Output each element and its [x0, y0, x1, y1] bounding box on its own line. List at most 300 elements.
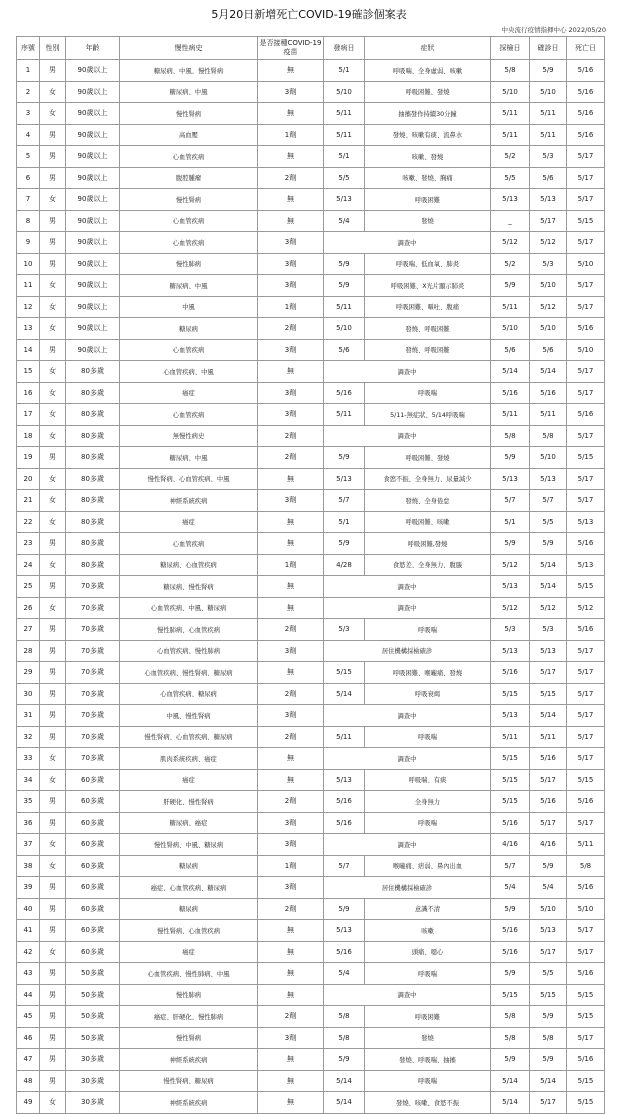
cell-vaccinated: 3劑 [258, 253, 324, 275]
cell-vaccinated: 無 [258, 361, 324, 383]
source-note: 中央流行疫情指揮中心 2022/05/20 [501, 26, 606, 34]
cell-death-date: 5/16 [567, 963, 605, 985]
cell-death-date: 5/15 [567, 1092, 605, 1114]
cell-number: 16 [17, 382, 40, 404]
cell-number: 29 [17, 662, 40, 684]
cell-sex: 男 [40, 726, 66, 748]
cell-sex: 女 [40, 855, 66, 877]
cell-sample-date: 5/16 [491, 382, 530, 404]
cell-age: 70多歲 [66, 748, 120, 770]
cell-chronic-disease: 心血管疾病 [120, 339, 258, 361]
cell-symptoms: 發燒、全身倦怠 [365, 490, 491, 512]
cell-number: 23 [17, 533, 40, 555]
cell-chronic-disease: 心血管疾病、慢性肺病 [120, 640, 258, 662]
cell-sex: 男 [40, 920, 66, 942]
cell-death-date: 5/15 [567, 447, 605, 469]
cell-onset-date: 5/14 [324, 683, 365, 705]
table-row [17, 1070, 605, 1092]
cell-vaccinated: 2劑 [258, 619, 324, 641]
cell-vaccinated: 無 [258, 1070, 324, 1092]
cell-symptoms: 呼吸困難,發燒 [365, 533, 491, 555]
cell-symptoms: 呼吸喘 [365, 619, 491, 641]
table-row [17, 683, 605, 705]
cell-death-date: 5/16 [567, 791, 605, 813]
cell-onset-date: 5/1 [324, 511, 365, 533]
cell-age: 60多歲 [66, 855, 120, 877]
cell-sample-date: _ [491, 210, 530, 232]
cell-vaccinated: 3劑 [258, 339, 324, 361]
cell-status-merged: 調查中 [324, 705, 491, 727]
cell-sex: 女 [40, 554, 66, 576]
cell-confirm-date: 5/13 [530, 640, 567, 662]
cell-death-date: 5/17 [567, 812, 605, 834]
cell-confirm-date: 5/10 [530, 447, 567, 469]
cell-death-date: 5/10 [567, 253, 605, 275]
cell-confirm-date: 5/15 [530, 984, 567, 1006]
cell-chronic-disease: 中風 [120, 296, 258, 318]
cell-symptoms: 發燒 [365, 210, 491, 232]
cell-death-date: 5/16 [567, 124, 605, 146]
cell-sample-date: 5/13 [491, 705, 530, 727]
cell-confirm-date: 5/14 [530, 554, 567, 576]
table-row [17, 877, 605, 899]
cell-death-date: 5/17 [567, 296, 605, 318]
cell-symptoms: 食慾差、全身無力、腹脹 [365, 554, 491, 576]
cell-age: 80多歲 [66, 554, 120, 576]
cell-sample-date: 5/9 [491, 963, 530, 985]
table-header-row [17, 37, 605, 60]
cell-age: 50多歲 [66, 963, 120, 985]
cell-number: 20 [17, 468, 40, 490]
cell-confirm-date: 5/3 [530, 146, 567, 168]
cell-confirm-date: 5/17 [530, 941, 567, 963]
cell-confirm-date: 5/12 [530, 296, 567, 318]
cell-age: 60多歲 [66, 812, 120, 834]
table-row [17, 941, 605, 963]
cell-sex: 女 [40, 597, 66, 619]
cell-status-merged: 調查中 [324, 576, 491, 598]
cell-sample-date: 5/2 [491, 146, 530, 168]
cell-vaccinated: 無 [258, 748, 324, 770]
cell-sex: 男 [40, 1070, 66, 1092]
cell-chronic-disease: 癌症、心血管疾病、糖尿病 [120, 877, 258, 899]
cell-age: 80多歲 [66, 382, 120, 404]
cell-symptoms: 呼吸喘 [365, 812, 491, 834]
cell-age: 30多歲 [66, 1092, 120, 1114]
cell-status-merged: 調查中 [324, 597, 491, 619]
cell-number: 33 [17, 748, 40, 770]
cell-death-date: 5/15 [567, 1070, 605, 1092]
cell-sample-date: 5/7 [491, 855, 530, 877]
cell-symptoms: 呼吸困難、X光片顯示肺炎 [365, 275, 491, 297]
col-header-number: 序號 [17, 37, 40, 60]
page-title: 5月20日新增死亡COVID-19確診個案表 [211, 8, 407, 21]
cell-sample-date: 5/7 [491, 490, 530, 512]
cell-sex: 男 [40, 812, 66, 834]
cell-age: 90歲以上 [66, 275, 120, 297]
table-row [17, 705, 605, 727]
cell-age: 90歲以上 [66, 124, 120, 146]
cell-confirm-date: 5/17 [530, 1092, 567, 1114]
cell-death-date: 5/17 [567, 490, 605, 512]
cell-symptoms: 呼吸困難、發燒 [365, 81, 491, 103]
cell-number: 42 [17, 941, 40, 963]
cell-number: 32 [17, 726, 40, 748]
cell-death-date: 5/10 [567, 898, 605, 920]
table-row [17, 1027, 605, 1049]
cell-confirm-date: 5/10 [530, 318, 567, 340]
table-row [17, 576, 605, 598]
cell-chronic-disease: 慢性腎病、中風、糖尿病 [120, 834, 258, 856]
table-row [17, 189, 605, 211]
cell-sex: 男 [40, 877, 66, 899]
cell-vaccinated: 3劑 [258, 232, 324, 254]
cell-age: 70多歲 [66, 619, 120, 641]
cell-chronic-disease: 糖尿病、中風、慢性腎病 [120, 60, 258, 82]
table-row [17, 275, 605, 297]
table-row [17, 167, 605, 189]
cell-age: 30多歲 [66, 1049, 120, 1071]
cell-sex: 女 [40, 275, 66, 297]
cell-vaccinated: 3劑 [258, 382, 324, 404]
cell-confirm-date: 5/13 [530, 189, 567, 211]
cell-age: 70多歲 [66, 640, 120, 662]
cell-symptoms: 抽搐發作持續30分鐘 [365, 103, 491, 125]
cell-age: 90歲以上 [66, 253, 120, 275]
cell-number: 43 [17, 963, 40, 985]
cell-vaccinated: 2劑 [258, 1006, 324, 1028]
col-header-sample-date: 採檢日 [491, 37, 530, 60]
cell-onset-date: 5/9 [324, 533, 365, 555]
cell-confirm-date: 5/7 [530, 490, 567, 512]
cell-symptoms: 發燒、呼吸困難 [365, 318, 491, 340]
cell-status-merged: 居住機構採檢確診 [324, 877, 491, 899]
cell-sex: 女 [40, 318, 66, 340]
cell-sample-date: 5/10 [491, 318, 530, 340]
cell-age: 90歲以上 [66, 318, 120, 340]
cell-symptoms: 呼吸喘、全身虛弱、咳嗽 [365, 60, 491, 82]
cell-sample-date: 5/10 [491, 81, 530, 103]
cell-age: 80多歲 [66, 533, 120, 555]
cell-sex: 女 [40, 468, 66, 490]
table-row [17, 554, 605, 576]
cell-death-date: 5/15 [567, 984, 605, 1006]
cell-chronic-disease: 肌肉系統疾病、癌症 [120, 748, 258, 770]
cell-chronic-disease: 神經系統疾病 [120, 490, 258, 512]
cell-chronic-disease: 神經系統疾病 [120, 1092, 258, 1114]
cell-number: 13 [17, 318, 40, 340]
cell-number: 17 [17, 404, 40, 426]
cell-vaccinated: 無 [258, 533, 324, 555]
cell-sample-date: 5/2 [491, 253, 530, 275]
cell-chronic-disease: 心血管疾病、慢性腎病、糖尿病 [120, 662, 258, 684]
table-row [17, 920, 605, 942]
cell-death-date: 5/16 [567, 60, 605, 82]
cell-death-date: 5/17 [567, 189, 605, 211]
cell-confirm-date: 5/11 [530, 103, 567, 125]
cell-number: 26 [17, 597, 40, 619]
table-row [17, 748, 605, 770]
cell-sex: 男 [40, 339, 66, 361]
cell-death-date: 5/13 [567, 511, 605, 533]
cell-death-date: 5/17 [567, 662, 605, 684]
cell-vaccinated: 無 [258, 920, 324, 942]
cell-vaccinated: 1劑 [258, 296, 324, 318]
cell-vaccinated: 2劑 [258, 791, 324, 813]
cell-vaccinated: 1劑 [258, 855, 324, 877]
cell-chronic-disease: 糖尿病、心血管疾病 [120, 554, 258, 576]
cell-death-date: 5/17 [567, 1027, 605, 1049]
cell-sample-date: 5/12 [491, 554, 530, 576]
cell-chronic-disease: 慢性腎病、心血管疾病 [120, 920, 258, 942]
cell-onset-date: 5/10 [324, 81, 365, 103]
cell-sample-date: 5/3 [491, 619, 530, 641]
cell-sex: 女 [40, 1092, 66, 1114]
cell-symptoms: 呼吸喘、低血氧、肺炎 [365, 253, 491, 275]
cell-sex: 男 [40, 1027, 66, 1049]
col-header-symptoms: 症狀 [365, 37, 491, 60]
cell-confirm-date: 5/14 [530, 576, 567, 598]
cell-symptoms: 意識不清 [365, 898, 491, 920]
cell-confirm-date: 5/5 [530, 963, 567, 985]
cell-chronic-disease: 慢性肺病 [120, 984, 258, 1006]
cell-vaccinated: 無 [258, 662, 324, 684]
cell-number: 9 [17, 232, 40, 254]
cell-confirm-date: 5/16 [530, 382, 567, 404]
cell-chronic-disease: 慢性肺病 [120, 253, 258, 275]
cell-sex: 男 [40, 124, 66, 146]
cell-sex: 男 [40, 1049, 66, 1071]
cell-vaccinated: 3劑 [258, 1027, 324, 1049]
col-header-chronic-disease: 慢性病史 [120, 37, 258, 60]
cell-symptoms: 呼吸困難、咳嗽 [365, 511, 491, 533]
cell-onset-date: 5/11 [324, 124, 365, 146]
cell-vaccinated: 無 [258, 210, 324, 232]
cell-confirm-date: 5/17 [530, 662, 567, 684]
cell-vaccinated: 3劑 [258, 705, 324, 727]
table-row [17, 963, 605, 985]
cell-symptoms: 呼吸喘 [365, 726, 491, 748]
cell-death-date: 5/15 [567, 576, 605, 598]
cell-age: 80多歲 [66, 361, 120, 383]
cell-number: 49 [17, 1092, 40, 1114]
table-row [17, 1092, 605, 1114]
cell-sample-date: 5/9 [491, 1049, 530, 1071]
cell-confirm-date: 5/10 [530, 275, 567, 297]
cell-confirm-date: 5/9 [530, 1006, 567, 1028]
col-header-sex: 性別 [40, 37, 66, 60]
cell-death-date: 5/16 [567, 81, 605, 103]
cell-onset-date: 5/9 [324, 253, 365, 275]
cell-number: 48 [17, 1070, 40, 1092]
cell-sample-date: 5/13 [491, 640, 530, 662]
cell-sample-date: 5/15 [491, 984, 530, 1006]
cell-death-date: 5/11 [567, 834, 605, 856]
cell-confirm-date: 5/10 [530, 898, 567, 920]
cell-symptoms: 食慾不振、全身無力、尿量減少 [365, 468, 491, 490]
cell-confirm-date: 5/6 [530, 339, 567, 361]
cell-death-date: 5/17 [567, 705, 605, 727]
cell-vaccinated: 3劑 [258, 640, 324, 662]
cell-sex: 女 [40, 769, 66, 791]
col-header-vaccinated: 是否接種COVID-19疫苗 [258, 37, 324, 60]
cell-death-date: 5/8 [567, 855, 605, 877]
cell-death-date: 5/17 [567, 920, 605, 942]
cell-sample-date: 5/16 [491, 662, 530, 684]
cell-sex: 男 [40, 619, 66, 641]
cell-symptoms: 呼吸困難 [365, 189, 491, 211]
cell-sex: 女 [40, 490, 66, 512]
cell-age: 70多歲 [66, 705, 120, 727]
table-row [17, 597, 605, 619]
table-row [17, 1006, 605, 1028]
cell-status-merged: 調查中 [324, 232, 491, 254]
cell-age: 50多歲 [66, 1027, 120, 1049]
cell-sample-date: 5/13 [491, 189, 530, 211]
cell-number: 34 [17, 769, 40, 791]
col-header-age: 年齡 [66, 37, 120, 60]
cell-chronic-disease: 心血管疾病、糖尿病 [120, 683, 258, 705]
cell-sex: 男 [40, 576, 66, 598]
cell-vaccinated: 1劑 [258, 124, 324, 146]
cell-onset-date: 4/28 [324, 554, 365, 576]
cell-sample-date: 5/8 [491, 60, 530, 82]
table-row [17, 769, 605, 791]
cell-confirm-date: 5/17 [530, 812, 567, 834]
cell-sex: 女 [40, 189, 66, 211]
cell-sample-date: 5/15 [491, 769, 530, 791]
cell-age: 60多歲 [66, 769, 120, 791]
cell-symptoms: 呼吸困難、嘔吐、腹痛 [365, 296, 491, 318]
cell-sex: 男 [40, 683, 66, 705]
cell-chronic-disease: 中風、慢性腎病 [120, 705, 258, 727]
cell-number: 11 [17, 275, 40, 297]
cell-chronic-disease: 心血管疾病 [120, 533, 258, 555]
cell-sex: 女 [40, 425, 66, 447]
cell-symptoms: 發燒、咳嗽有痰、流鼻水 [365, 124, 491, 146]
cell-number: 10 [17, 253, 40, 275]
cell-number: 5 [17, 146, 40, 168]
table-row [17, 124, 605, 146]
cell-chronic-disease: 慢性腎病 [120, 189, 258, 211]
cell-sex: 男 [40, 167, 66, 189]
cell-vaccinated: 無 [258, 468, 324, 490]
cell-onset-date: 5/15 [324, 662, 365, 684]
cell-sex: 男 [40, 146, 66, 168]
cell-symptoms: 呼吸喘 [365, 1070, 491, 1092]
cell-number: 27 [17, 619, 40, 641]
cell-confirm-date: 5/17 [530, 210, 567, 232]
cell-number: 37 [17, 834, 40, 856]
table-row [17, 404, 605, 426]
cell-sample-date: 5/12 [491, 597, 530, 619]
cell-sample-date: 5/9 [491, 533, 530, 555]
cell-sex: 女 [40, 748, 66, 770]
cell-sample-date: 5/15 [491, 748, 530, 770]
cell-sex: 男 [40, 898, 66, 920]
cell-chronic-disease: 癌症 [120, 941, 258, 963]
cell-vaccinated: 無 [258, 189, 324, 211]
cell-sample-date: 5/8 [491, 425, 530, 447]
table-row [17, 210, 605, 232]
cell-age: 60多歲 [66, 791, 120, 813]
table-row [17, 726, 605, 748]
cell-status-merged: 調查中 [324, 425, 491, 447]
cell-chronic-disease: 心血管疾病、中風、糖尿病 [120, 597, 258, 619]
cell-sample-date: 5/16 [491, 812, 530, 834]
table-row [17, 60, 605, 82]
cell-sample-date: 5/11 [491, 124, 530, 146]
cell-sample-date: 5/16 [491, 941, 530, 963]
cell-sample-date: 5/11 [491, 296, 530, 318]
cell-death-date: 5/16 [567, 533, 605, 555]
table-row [17, 855, 605, 877]
cell-confirm-date: 5/4 [530, 877, 567, 899]
cell-sample-date: 5/16 [491, 920, 530, 942]
cell-onset-date: 5/13 [324, 468, 365, 490]
cell-confirm-date: 5/6 [530, 167, 567, 189]
cell-death-date: 5/17 [567, 640, 605, 662]
cell-number: 31 [17, 705, 40, 727]
cell-death-date: 5/15 [567, 769, 605, 791]
cell-age: 50多歲 [66, 984, 120, 1006]
cell-chronic-disease: 神經系統疾病 [120, 1049, 258, 1071]
cell-number: 15 [17, 361, 40, 383]
cell-chronic-disease: 糖尿病、癌症 [120, 812, 258, 834]
cell-chronic-disease: 心血管疾病、慢性肺病、中風 [120, 963, 258, 985]
cell-symptoms: 呼吸喘 [365, 963, 491, 985]
cell-symptoms: 呼吸喘 [365, 382, 491, 404]
cell-onset-date: 5/13 [324, 189, 365, 211]
cell-symptoms: 呼吸困難、發燒 [365, 447, 491, 469]
cell-vaccinated: 3劑 [258, 81, 324, 103]
cell-chronic-disease: 慢性肺病、心血管疾病 [120, 619, 258, 641]
table-row [17, 834, 605, 856]
cell-number: 18 [17, 425, 40, 447]
cell-age: 80多歲 [66, 490, 120, 512]
cell-death-date: 5/15 [567, 1006, 605, 1028]
cell-chronic-disease: 無慢性病史 [120, 425, 258, 447]
cell-confirm-date: 5/14 [530, 1070, 567, 1092]
cell-death-date: 5/17 [567, 468, 605, 490]
cell-death-date: 5/13 [567, 554, 605, 576]
table-row [17, 103, 605, 125]
cell-sample-date: 5/11 [491, 726, 530, 748]
cell-age: 90歲以上 [66, 146, 120, 168]
cell-vaccinated: 無 [258, 1092, 324, 1114]
cell-sex: 男 [40, 60, 66, 82]
cell-death-date: 5/17 [567, 146, 605, 168]
cell-vaccinated: 3劑 [258, 834, 324, 856]
cell-sample-date: 4/16 [491, 834, 530, 856]
cell-confirm-date: 5/8 [530, 425, 567, 447]
cell-symptoms: 喉嚨痛、痞弱、鼻內出血 [365, 855, 491, 877]
cell-chronic-disease: 糖尿病 [120, 855, 258, 877]
cell-chronic-disease: 心血管疾病 [120, 210, 258, 232]
cell-vaccinated: 2劑 [258, 447, 324, 469]
cell-number: 7 [17, 189, 40, 211]
cell-chronic-disease: 心血管疾病 [120, 146, 258, 168]
cell-symptoms: 發燒 [365, 1027, 491, 1049]
cell-age: 70多歲 [66, 683, 120, 705]
cell-death-date: 5/17 [567, 683, 605, 705]
cell-symptoms: 發燒、呼吸困難 [365, 339, 491, 361]
cell-number: 8 [17, 210, 40, 232]
cell-chronic-disease: 癌症、肝硬化、慢性肺病 [120, 1006, 258, 1028]
cell-number: 24 [17, 554, 40, 576]
cell-onset-date: 5/6 [324, 339, 365, 361]
cell-number: 47 [17, 1049, 40, 1071]
